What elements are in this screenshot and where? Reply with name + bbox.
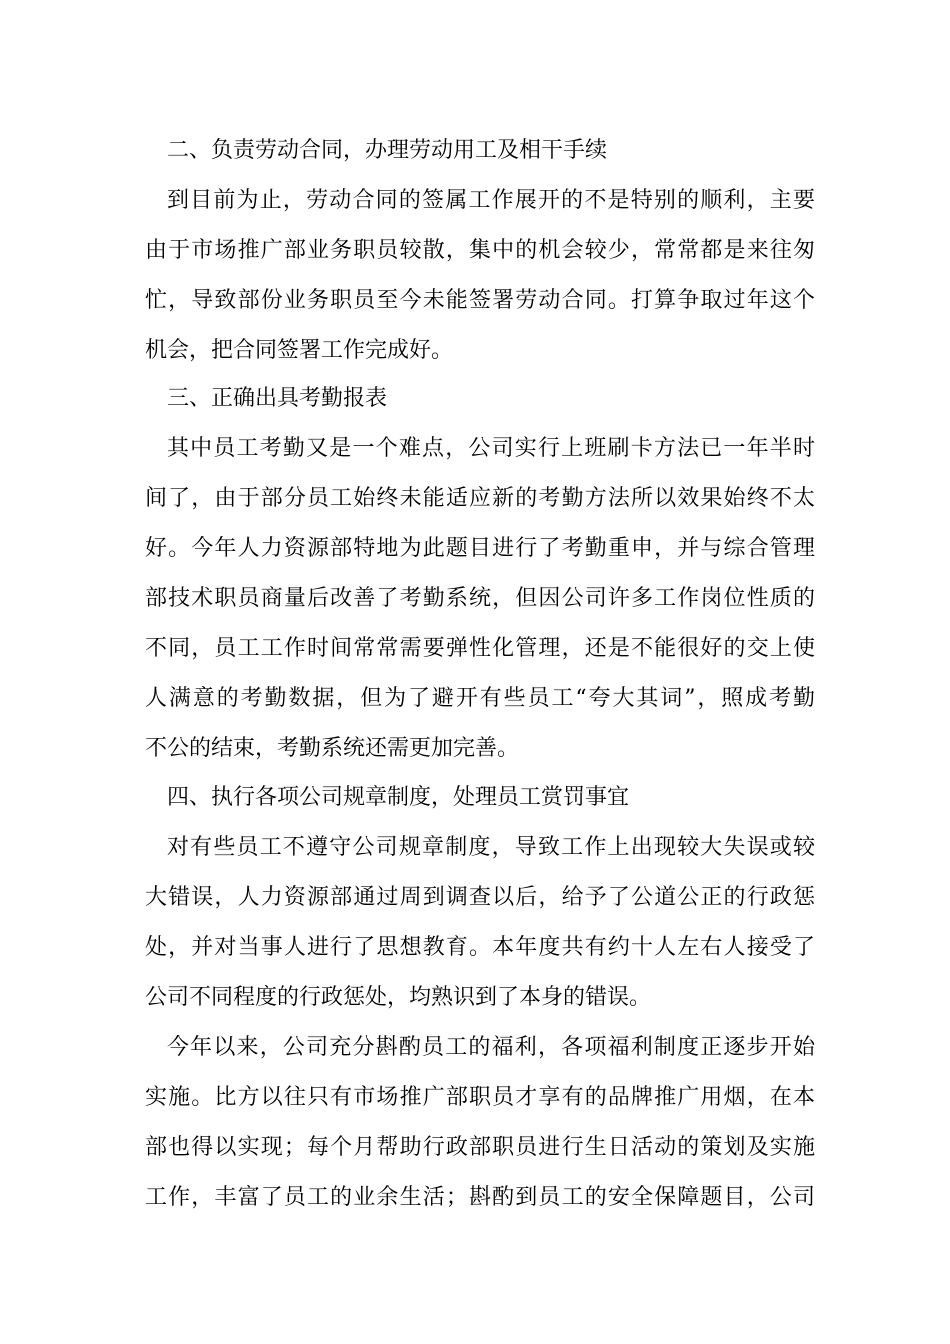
paragraph-line: 今年以来，公司充分斟酌员工的福利，各项福利制度正逐步开始 [167,1035,815,1060]
paragraph-line: 部技术职员商量后改善了考勤系统，但因公司许多工作岗位性质的 [145,586,815,611]
paragraph-line: 不同，员工工作时间常常需要弹性化管理，还是不能很好的交上使 [145,636,815,661]
paragraph-line: 公司不同程度的行政惩处，均熟识到了本身的错误。 [145,985,652,1010]
paragraph-line: 好。今年人力资源部特地为此题目进行了考勤重申，并与综合管理 [145,536,815,561]
paragraph-line: 部也得以实现；每个月帮助行政部职员进行生日活动的策划及实施 [145,1135,815,1160]
paragraph-line: 忙，导致部份业务职员至今未能签署劳动合同。打算争取过年这个 [145,288,815,313]
paragraph-line: 其中员工考勤又是一个难点，公司实行上班刷卡方法已一年半时 [167,436,815,461]
paragraph-line: 处，并对当事人进行了思想教育。本年度共有约十人左右人接受了 [145,935,815,960]
paragraph-line: 到目前为止，劳动合同的签属工作展开的不是特别的顺利，主要 [167,188,815,213]
heading-rules-discipline: 四、执行各项公司规章制度，处理员工赏罚事宜 [167,785,630,810]
paragraph-line: 机会，把合同签署工作完成好。 [145,338,454,363]
paragraph-line: 实施。比方以往只有市场推广部职员才享有的品牌推广用烟，在本 [145,1085,815,1110]
paragraph-line: 人满意的考勤数据，但为了避开有些员工“夸大其词”，照成考勤 [145,686,815,711]
paragraph-line: 大错误，人力资源部通过周到调查以后，给予了公道公正的行政惩 [145,885,815,910]
heading-attendance-report: 三、正确出具考勤报表 [167,386,388,411]
paragraph-line: 不公的结束，考勤系统还需更加完善。 [145,736,520,761]
heading-labor-contract: 二、负责劳动合同，办理劳动用工及相干手续 [167,138,608,163]
paragraph-line: 由于市场推广部业务职员较散，集中的机会较少，常常都是来往匆 [145,238,815,263]
paragraph-line: 工作，丰富了员工的业余生活；斟酌到员工的安全保障题目，公司 [145,1185,815,1210]
paragraph-line: 对有些员工不遵守公司规章制度，导致工作上出现较大失误或较 [167,835,815,860]
paragraph-line: 间了，由于部分员工始终未能适应新的考勤方法所以效果始终不太 [145,486,815,511]
